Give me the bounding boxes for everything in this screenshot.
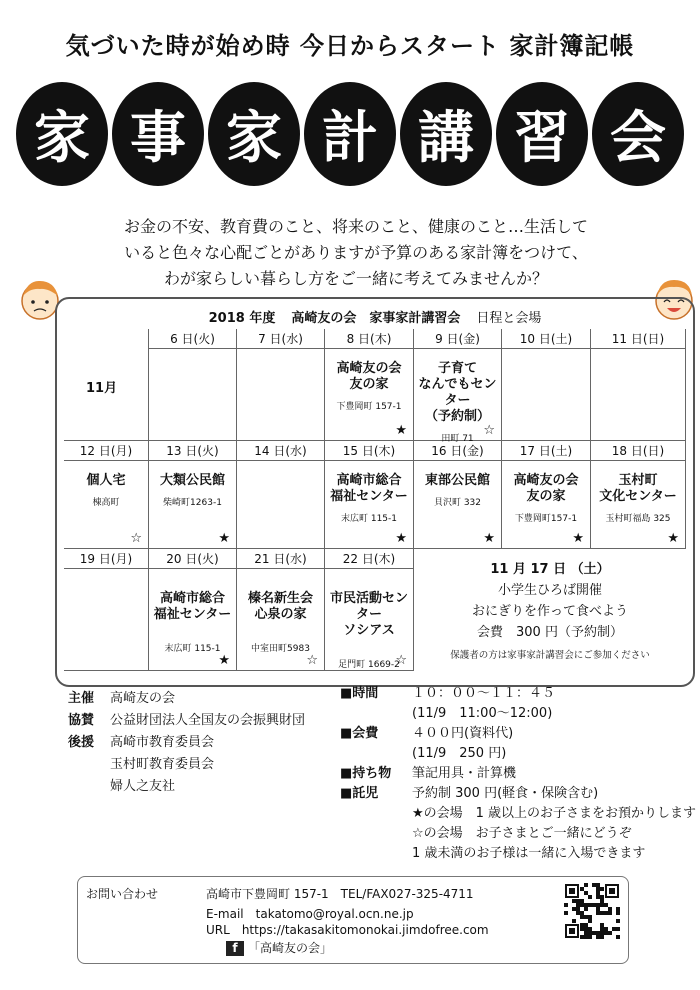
schedule-cell xyxy=(149,549,237,671)
contact-address: 高崎市下豊岡町 157-1 TEL/FAX027-325-4711 xyxy=(206,887,474,901)
day-label: 6 日(火) xyxy=(149,329,236,349)
month-label: 11月 xyxy=(86,381,118,396)
title-char: 講 xyxy=(400,82,492,186)
day-label: 9 日(金) xyxy=(414,329,501,349)
venue-name: 市民活動センター ソシアス xyxy=(329,591,408,638)
venue-address: 下豊岡町 157-1 xyxy=(336,402,402,412)
schedule-cell xyxy=(502,441,591,549)
title-char: 家 xyxy=(16,82,108,186)
contact-url[interactable]: URL https://takasakitomonokai.jimdofree.com xyxy=(206,923,489,937)
qr-code xyxy=(564,883,620,939)
day-label: 17 日(土) xyxy=(502,441,590,461)
facebook-link[interactable]: f 「高崎友の会」 xyxy=(226,939,332,956)
schedule-cell xyxy=(591,441,686,549)
day-label: 21 日(水) xyxy=(237,549,324,569)
schedule-cell xyxy=(237,441,325,549)
schedule-title: 2018 年度 高崎友の会 家事家計講習会 日程と会場 xyxy=(208,311,542,326)
contact-email: E-mail takatomo@royal.ocn.ne.jp xyxy=(206,907,414,921)
detail-row: ■託児 予約制 300 円(軽食・保険含む) xyxy=(340,786,599,801)
sponsor-row: 玉村町教育委員会 xyxy=(110,757,215,772)
kids-welcome-star-icon: ☆ xyxy=(395,653,407,668)
title-char: 家 xyxy=(208,82,300,186)
detail-row: ■持ち物 筆記用具・計算機 xyxy=(340,766,517,781)
schedule-cell xyxy=(502,329,591,441)
venue-address: 柴崎町1263-1 xyxy=(163,498,222,508)
day-label: 7 日(水) xyxy=(237,329,324,349)
title-char: 習 xyxy=(496,82,588,186)
title-char: 計 xyxy=(304,82,396,186)
kids-event-date: 11 月 17 日 （土） xyxy=(490,562,610,577)
schedule-cell xyxy=(237,329,325,441)
detail-row: (11/9 250 円) xyxy=(412,746,507,761)
sponsor-row: 主催 高崎友の会 xyxy=(68,691,176,706)
kids-event-l3: 会費 300 円（予約制） xyxy=(477,625,623,640)
kids-event-l2: おにぎりを作って食べよう xyxy=(471,604,628,619)
kids-event xyxy=(414,559,686,669)
title-char: 事 xyxy=(112,82,204,186)
venue-name: 榛名新生会 心泉の家 xyxy=(247,591,313,622)
childcare-star-icon: ★ xyxy=(667,531,679,546)
kids-welcome-star-icon: ☆ xyxy=(130,531,142,546)
day-label: 18 日(日) xyxy=(591,441,685,461)
day-label: 11 日(日) xyxy=(591,329,685,349)
details xyxy=(340,684,696,864)
detail-row: ■会費 ４００円(資料代) xyxy=(340,726,514,741)
event-title xyxy=(0,82,700,186)
day-label: 16 日(金) xyxy=(414,441,501,461)
kids-welcome-star-icon: ☆ xyxy=(306,653,318,668)
day-label: 14 日(水) xyxy=(237,441,324,461)
childcare-star-icon: ★ xyxy=(572,531,584,546)
facebook-icon: f xyxy=(226,941,244,956)
schedule-cell xyxy=(591,329,686,441)
venue-address: 中室田町5983 xyxy=(251,644,310,654)
venue-name: 高崎市総合 福祉センター xyxy=(153,591,232,622)
venue-name: 高崎友の会 友の家 xyxy=(336,361,402,392)
venue-name: 子育て なんでもセンター （予約制） xyxy=(418,361,497,424)
venue-name: 大類公民館 xyxy=(159,473,225,488)
day-label: 15 日(木) xyxy=(325,441,413,461)
detail-row: (11/9 11:00～12:00) xyxy=(412,706,553,721)
day-label: 22 日(木) xyxy=(325,549,413,569)
contact-label: お問い合わせ xyxy=(86,887,159,901)
schedule-cell xyxy=(325,441,414,549)
venue-address: 玉村町福島 325 xyxy=(605,514,671,524)
contact-box xyxy=(77,876,629,964)
childcare-star-icon: ★ xyxy=(218,653,230,668)
schedule-cell xyxy=(237,549,325,671)
day-label: 8 日(木) xyxy=(325,329,413,349)
day-label: 19 日(月) xyxy=(64,549,148,569)
sponsor-row: 協賛 公益財団法人全国友の会振興財団 xyxy=(68,713,306,728)
schedule-grid xyxy=(64,329,686,683)
schedule-cell xyxy=(414,441,502,549)
childcare-star-icon: ★ xyxy=(395,531,407,546)
schedule-cell xyxy=(64,549,149,671)
schedule-cell xyxy=(149,441,237,549)
venue-address: 末広町 115-1 xyxy=(340,514,397,524)
venue-address: 貝沢町 332 xyxy=(433,498,482,508)
schedule-box xyxy=(55,297,695,687)
day-label: 13 日(火) xyxy=(149,441,236,461)
sponsor-row: 後援 高崎市教育委員会 xyxy=(68,735,215,750)
detail-row: 1 歳未満のお子様は一緒に入場できます xyxy=(412,846,646,861)
venue-name: 高崎市総合 福祉センター xyxy=(330,473,408,504)
venue-address: 棟高町 xyxy=(92,498,120,508)
venue-address: 田町 71 xyxy=(441,434,474,444)
venue-name: 高崎友の会 友の家 xyxy=(513,473,579,504)
schedule-cell xyxy=(64,441,149,549)
detail-row: ■時間 １０：００～１１：４５ xyxy=(340,686,556,701)
schedule-cell xyxy=(325,549,414,671)
intro-text: お金の不安、教育費のこと、将来のこと、健康のこと…生活して いると色々な心配ごとがありますが予算のある家計簿をつけて、 わが家らしい暮らし方をご一緒に考えてみませんか？ xyxy=(123,217,588,288)
kids-event-note: 保護者の方は家事家計講習会にご参加ください xyxy=(450,650,650,661)
venue-address: 足門町 1669-2 xyxy=(338,660,400,670)
day-label: 10 日(土) xyxy=(502,329,590,349)
detail-row: ★の会場 1 歳以上のお子さまをお預かりします xyxy=(412,806,697,821)
venue-address: 末広町 115-1 xyxy=(164,644,221,654)
venue-address: 下豊岡町157-1 xyxy=(514,514,578,524)
childcare-star-icon: ★ xyxy=(218,531,230,546)
day-label: 20 日(火) xyxy=(149,549,236,569)
schedule-cell xyxy=(414,329,502,444)
childcare-star-icon: ★ xyxy=(483,531,495,546)
day-label: 12 日(月) xyxy=(64,441,148,461)
title-char: 会 xyxy=(592,82,684,186)
kids-event-l1: 小学生ひろば開催 xyxy=(497,583,602,598)
tagline: 気づいた時が始め時 今日からスタート 家計簿記帳 xyxy=(65,32,635,60)
schedule-cell xyxy=(149,329,237,441)
venue-name: 東部公民館 xyxy=(424,473,490,488)
detail-row: ☆の会場 お子さまとご一緒にどうぞ xyxy=(412,826,632,841)
venue-name: 玉村町 文化センター xyxy=(599,473,677,504)
schedule-cell xyxy=(325,329,414,441)
childcare-star-icon: ★ xyxy=(395,423,407,438)
sponsor-row: 婦人之友社 xyxy=(110,779,176,794)
venue-name: 個人宅 xyxy=(86,473,126,488)
sponsors xyxy=(68,688,305,798)
kids-welcome-star-icon: ☆ xyxy=(483,423,495,438)
